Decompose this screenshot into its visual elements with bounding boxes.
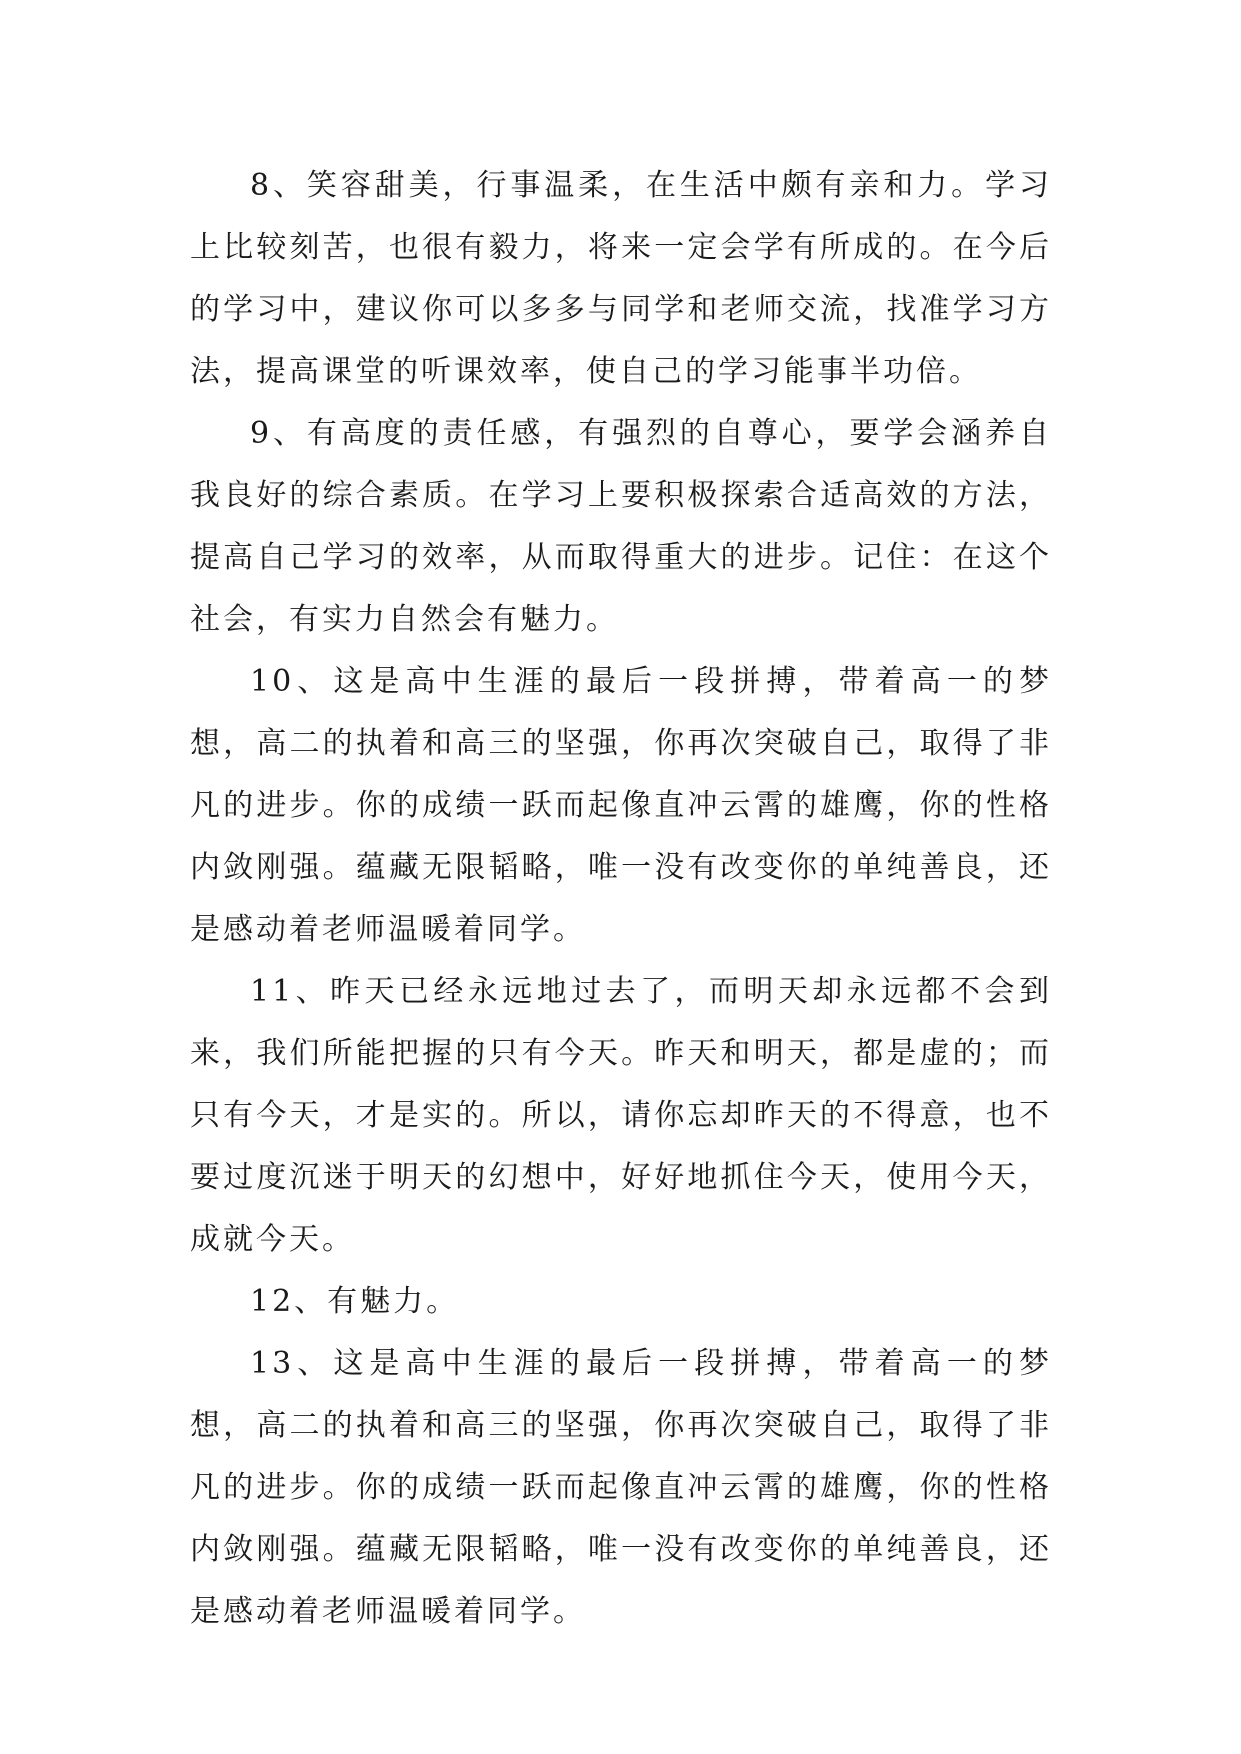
comment-paragraph-11: 11、昨天已经永远地过去了，而明天却永远都不会到来，我们所能把握的只有今天。昨天和明天，都是虚的；而只有今天，才是实的。所以，请你忘却昨天的不得意，也不要过度沉迷于明天的幻想中，好好地抓住今天，使用今天，成就今天。	[190, 974, 1052, 1257]
comment-paragraph-12: 12、有魅力。	[250, 1284, 460, 1319]
comment-paragraph-8: 8、笑容甜美，行事温柔，在生活中颇有亲和力。学习上比较刻苦，也很有毅力，将来一定会学有所成的。在今后的学习中，建议你可以多多与同学和老师交流，找准学习方法，提高课堂的听课效率，使自己的学习能事半功倍。	[190, 168, 1052, 389]
comment-paragraph-10: 10、这是高中生涯的最后一段拼搏，带着高一的梦想，高二的执着和高三的坚强，你再次突破自己，取得了非凡的进步。你的成绩一跃而起像直冲云霄的雄鹰，你的性格内敛刚强。蕴藏无限韬略，唯一没有改变你的单纯善良，还是感动着老师温暖着同学。	[190, 664, 1052, 947]
comment-paragraph-9: 9、有高度的责任感，有强烈的自尊心，要学会涵养自我良好的综合素质。在学习上要积极探索合适高效的方法，提高自己学习的效率，从而取得重大的进步。记住：在这个社会，有实力自然会有魅力。	[190, 416, 1052, 637]
document-body	[190, 155, 1052, 1643]
comment-paragraph-13: 13、这是高中生涯的最后一段拼搏，带着高一的梦想，高二的执着和高三的坚强，你再次突破自己，取得了非凡的进步。你的成绩一跃而起像直冲云霄的雄鹰，你的性格内敛刚强。蕴藏无限韬略，唯一没有改变你的单纯善良，还是感动着老师温暖着同学。	[190, 1346, 1052, 1629]
